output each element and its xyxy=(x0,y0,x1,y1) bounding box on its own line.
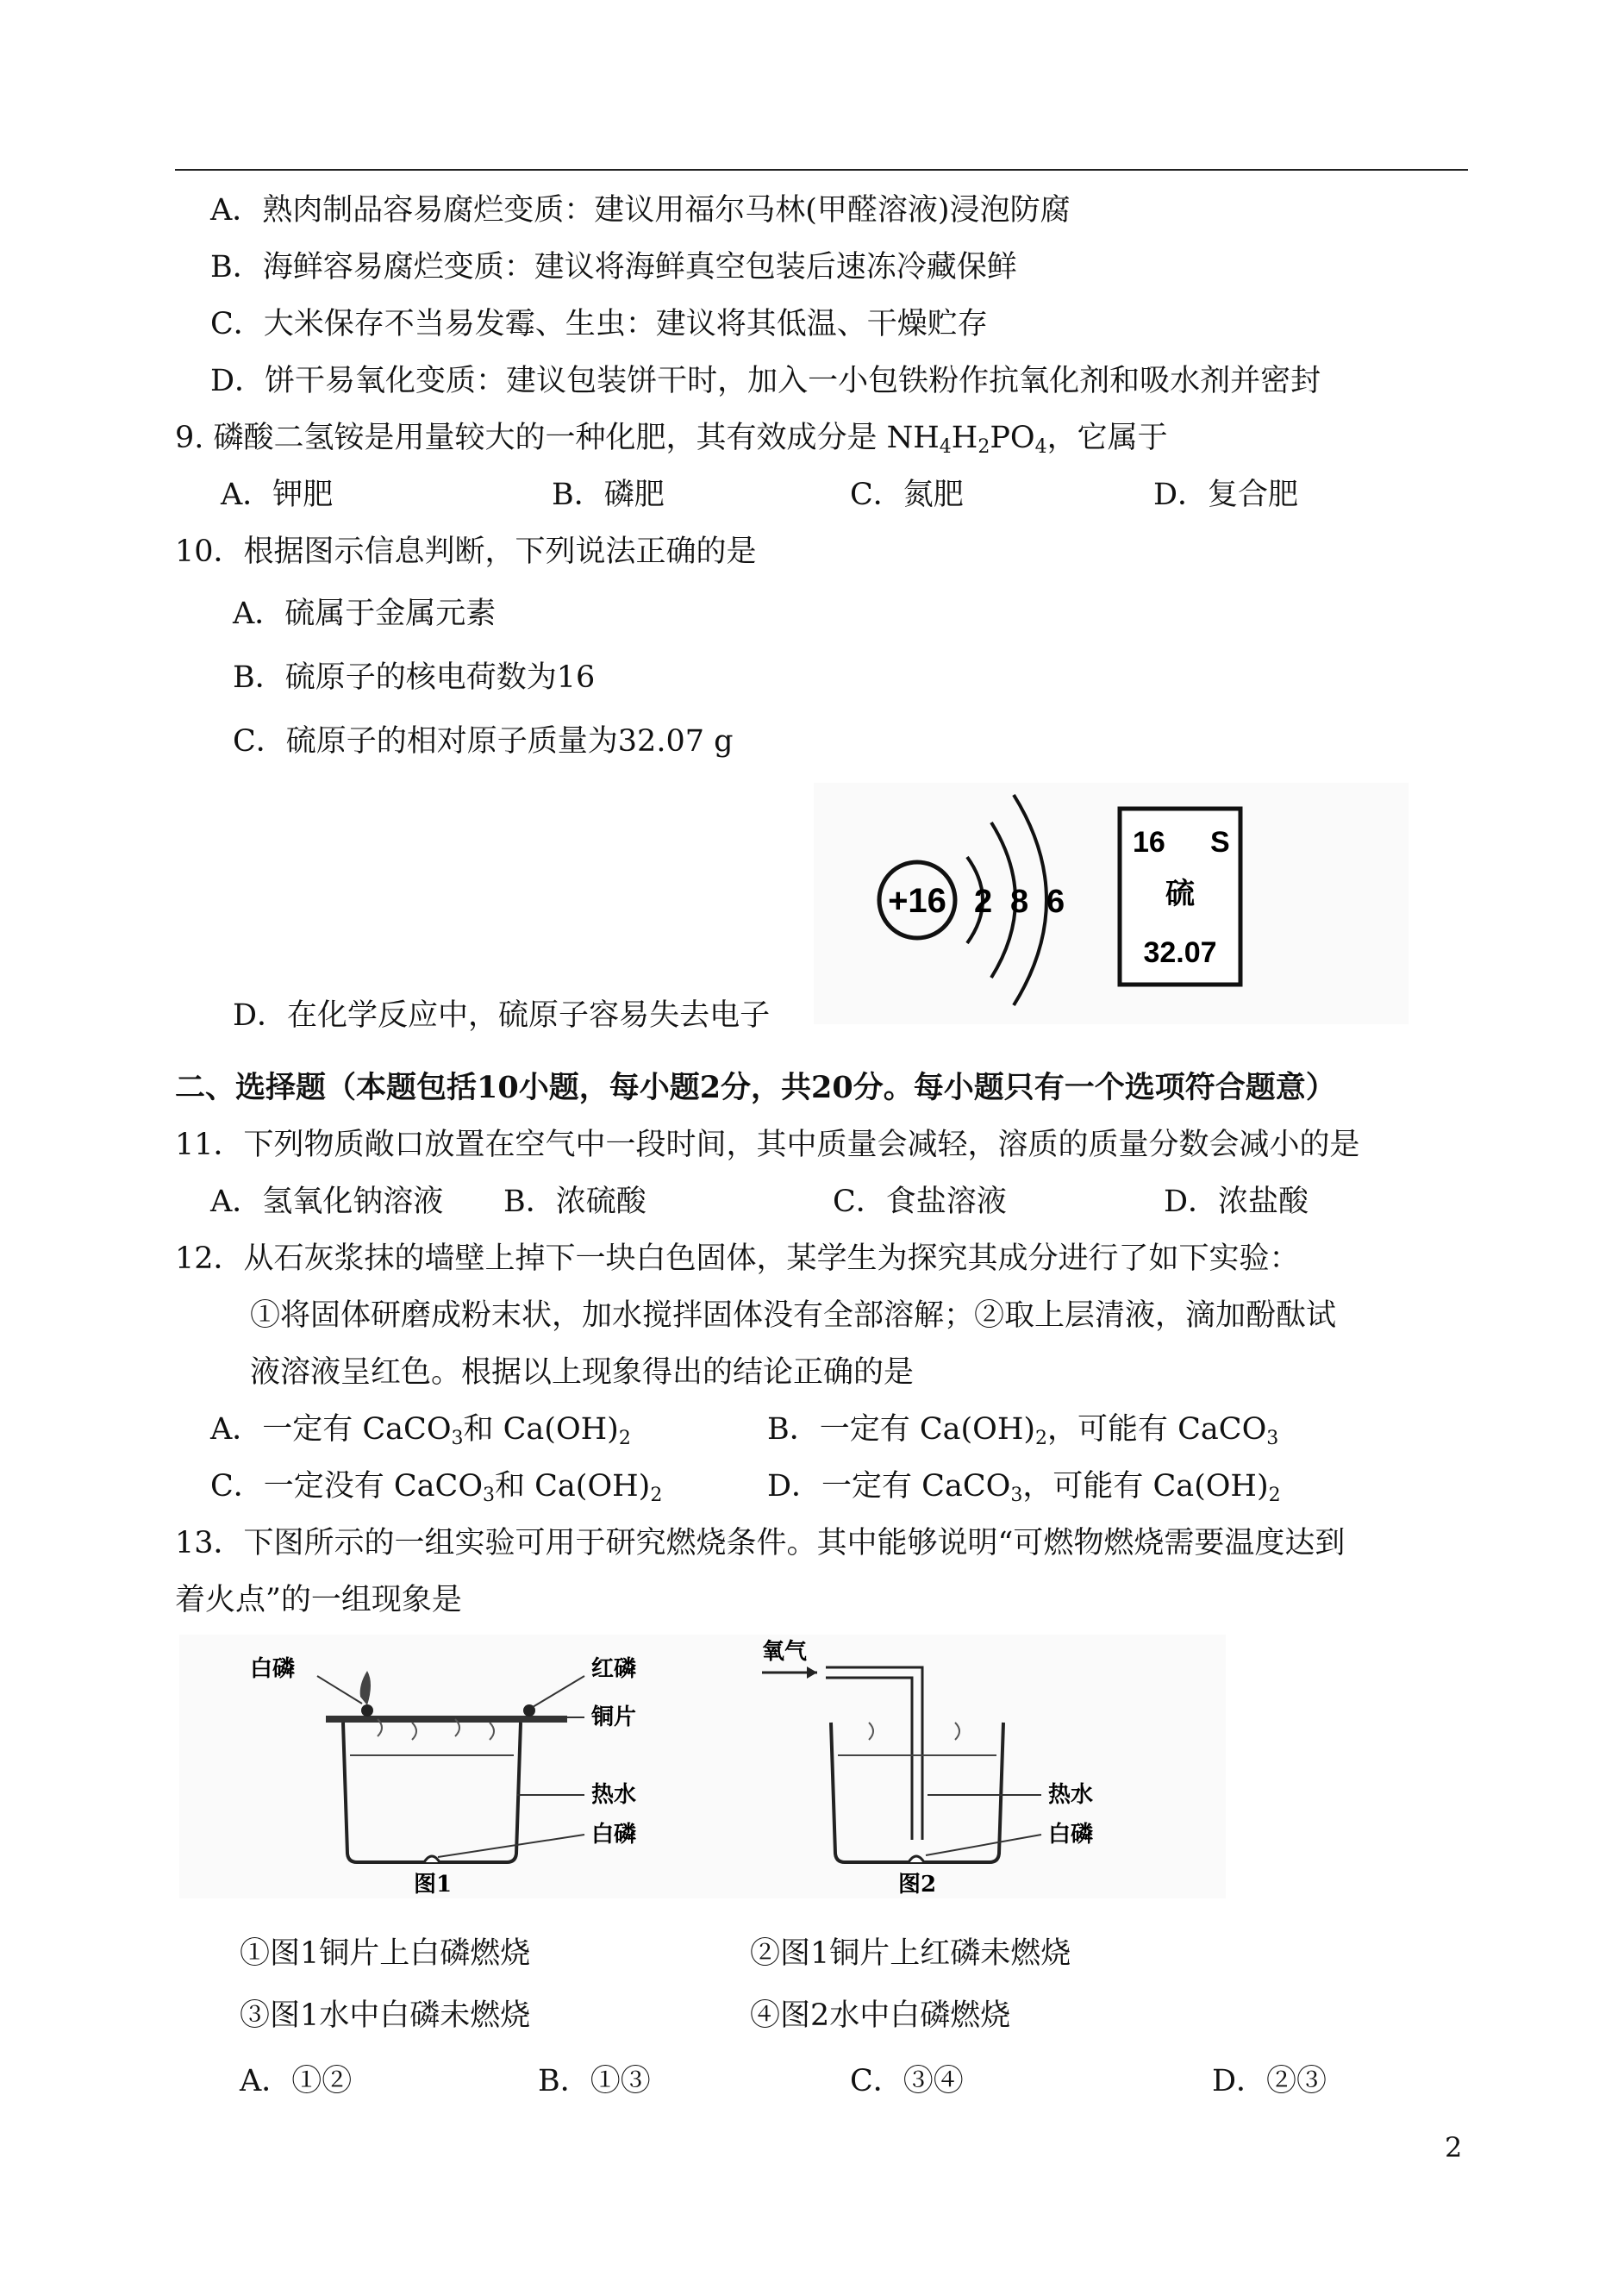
q11-stem: 11．下列物质敞口放置在空气中一段时间，其中质量会减轻，溶质的质量分数会减小的是 xyxy=(175,1128,1360,1162)
leader-white-p-2 xyxy=(926,1835,1041,1855)
q10-stem: 10．根据图示信息判断，下列说法正确的是 xyxy=(175,535,757,569)
q11-option-a: A．氢氧化钠溶液 xyxy=(210,1185,444,1219)
q10-option-a: A．硫属于金属元素 xyxy=(233,597,497,631)
q8-option-b: B．海鲜容易腐烂变质：建议将海鲜真空包装后速冻冷藏保鲜 xyxy=(210,250,1017,285)
q11-option-b: B．浓硫酸 xyxy=(503,1185,646,1219)
q13-statement-2: ②图1铜片上红磷未燃烧 xyxy=(750,1936,1071,1971)
element-name: 硫 xyxy=(1165,877,1195,911)
q9-stem: 9. 磷酸二氢铵是用量较大的一种化肥，其有效成分是 $NH_4H_2PO_4$，它属于 xyxy=(175,421,1168,458)
q8-option-d: D．饼干易氧化变质：建议包装饼干时，加入一小包铁粉作抗氧化剂和吸水剂并密封 xyxy=(210,364,1321,398)
q10-option-c: C．硫原子的相对原子质量为32.07 g xyxy=(233,724,734,759)
q8-option-c: C．大米保存不当易发霉、生虫：建议将其低温、干燥贮存 xyxy=(210,307,988,341)
label-copper-plate: 铜片 xyxy=(591,1704,637,1730)
arrow-head-icon xyxy=(807,1667,817,1679)
page-number: 2 xyxy=(1445,2131,1463,2164)
q13-stem: 13．下图所示的一组实验可用于研究燃烧条件。其中能够说明“可燃物燃烧需要温度达到 xyxy=(175,1526,1346,1560)
shell-count-1: 2 xyxy=(974,884,993,920)
q13-option-d: D．②③ xyxy=(1212,2064,1327,2098)
nucleus-charge: +16 xyxy=(888,882,946,920)
label-oxygen: 氧气 xyxy=(762,1639,808,1665)
white-phosphorus-in-water-2 xyxy=(909,1856,924,1862)
label-hot-water-1: 热水 xyxy=(591,1782,637,1808)
q13-option-b: B．①③ xyxy=(538,2064,651,2098)
label-white-phosphorus-2: 白磷 xyxy=(1048,1822,1094,1848)
q9-option-b: B．磷肥 xyxy=(552,478,665,512)
leader-white-p-water xyxy=(438,1835,584,1857)
white-phosphorus-in-water xyxy=(424,1856,440,1862)
beaker-2 xyxy=(831,1723,1003,1862)
q10-option-b: B．硫原子的核电荷数为16 xyxy=(233,660,596,695)
q11-option-c: C．食盐溶液 xyxy=(833,1185,1007,1219)
shell-count-2: 8 xyxy=(1010,884,1029,920)
beaker-1 xyxy=(343,1723,521,1862)
q11-option-d: D．浓盐酸 xyxy=(1164,1185,1309,1219)
figure-1 xyxy=(250,1656,636,1898)
q12-line-2: ①将固体研磨成粉末状，加水搅拌固体没有全部溶解；②取上层清液，滴加酚酞试 xyxy=(250,1298,1337,1333)
atomic-number: 16 xyxy=(1133,826,1165,859)
section-2-heading: 二、选择题（本题包括10小题，每小题2分，共20分。每小题只有一个选项符合题意） xyxy=(175,1070,1336,1105)
q9-option-a: A．钾肥 xyxy=(221,478,334,512)
leader-white-p xyxy=(317,1676,362,1704)
q13-statement-1: ①图1铜片上白磷燃烧 xyxy=(240,1936,531,1971)
atomic-mass: 32.07 xyxy=(1143,936,1217,969)
q9-option-c: C．氮肥 xyxy=(850,478,964,512)
combustion-figure xyxy=(179,1635,1226,1898)
leader-red-p xyxy=(533,1676,584,1707)
q12-option-a: A．一定有 CaCO$_3$和 $Ca(OH)_2$ xyxy=(210,1412,631,1449)
element-symbol: S xyxy=(1210,826,1230,859)
q9-option-d: D．复合肥 xyxy=(1153,478,1299,512)
header-rule xyxy=(175,169,1468,171)
q12-line-3: 液溶液呈红色。根据以上现象得出的结论正确的是 xyxy=(250,1355,915,1390)
label-white-phosphorus-water-1: 白磷 xyxy=(591,1822,637,1848)
label-red-phosphorus: 红磷 xyxy=(591,1656,637,1682)
white-phosphorus-on-plate xyxy=(361,1704,373,1717)
combustion-diagram xyxy=(179,1635,1226,1898)
q12-option-c: C．一定没有 CaCO$_3$和 $Ca(OH)_2$ xyxy=(210,1469,663,1506)
copper-plate xyxy=(326,1716,567,1723)
q12-option-d: D．一定有 CaCO$_3$，可能有 $Ca(OH)_2$ xyxy=(767,1469,1281,1506)
q8-option-a: A．熟肉制品容易腐烂变质：建议用福尔马林(甲醛溶液)浸泡防腐 xyxy=(210,193,1071,228)
sulfur-diagram xyxy=(814,783,1409,1024)
q13-stem-2: 着火点”的一组现象是 xyxy=(175,1583,462,1617)
gas-tube xyxy=(826,1667,922,1840)
q12-option-b: B．一定有 $Ca(OH)_2$，可能有 CaCO$_3$ xyxy=(767,1412,1279,1449)
caption-figure-1: 图1 xyxy=(414,1872,453,1898)
label-white-phosphorus: 白磷 xyxy=(250,1656,296,1682)
flame-icon xyxy=(360,1671,371,1705)
figure-2 xyxy=(762,1638,1093,1898)
sulfur-figure xyxy=(814,783,1409,1024)
q13-statement-4: ④图2水中白磷燃烧 xyxy=(750,1998,1011,2033)
q13-option-a: A．①② xyxy=(240,2064,353,2098)
shell-count-3: 6 xyxy=(1046,884,1065,920)
q12-stem: 12．从石灰浆抹的墙壁上掉下一块白色固体，某学生为探究其成分进行了如下实验： xyxy=(175,1241,1300,1276)
steam-2 xyxy=(869,1723,959,1740)
caption-figure-2: 图2 xyxy=(898,1872,937,1898)
q13-statement-3: ③图1水中白磷未燃烧 xyxy=(240,1998,531,2033)
label-hot-water-2: 热水 xyxy=(1048,1782,1094,1808)
q13-option-c: C．③④ xyxy=(850,2064,964,2098)
q10-option-d: D．在化学反应中，硫原子容易失去电子 xyxy=(233,998,771,1033)
